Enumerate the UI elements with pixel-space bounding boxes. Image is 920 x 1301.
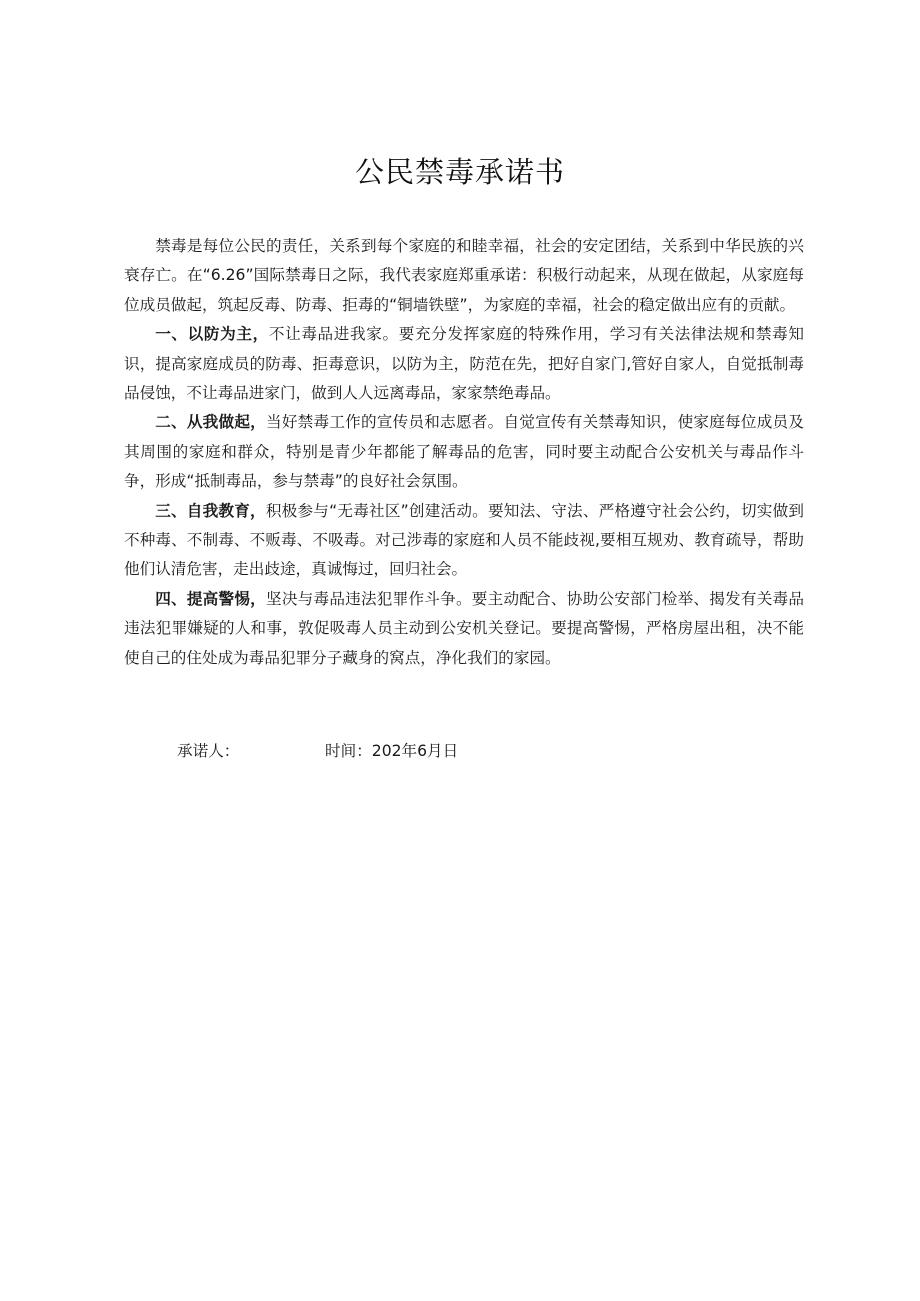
section-text-3: 积极参与“无毒社区”创建活动。要知法、守法、严格遵守社会公约，切实做到不种毒、不制毒、不贩毒、不吸毒。对己涉毒的家庭和人员不能歧视,要相互规劝、教育疏导，帮助他们认清危害，走出歧途，真诚悔过，回归社会。 bbox=[124, 501, 804, 579]
intro-paragraph: 禁毒是每位公民的责任，关系到每个家庭的和睦幸福，社会的安定团结，关系到中华民族的兴衰存亡。在“6.26”国际禁毒日之际，我代表家庭郑重承诺：积极行动起来，从现在做起，从家庭每位成员做起，筑起反毒、防毒、拒毒的“铜墙铁壁”，为家庭的幸福，社会的稳定做出应有的贡献。 bbox=[124, 237, 804, 314]
document-title: 公民禁毒承诺书 bbox=[354, 155, 565, 189]
section-text-2: 当好禁毒工作的宣传员和志愿者。自觉宣传有关禁毒知识，使家庭每位成员及其周围的家庭和群众，特别是青少年都能了解毒品的危害，同时要主动配合公安机关与毒品作斗争，形成“抵制毒品，参与禁毒”的良好社会氛围。 bbox=[124, 413, 804, 491]
section-heading-3: 三、自我教育， bbox=[155, 501, 266, 520]
section-heading-4: 四、提高警惕， bbox=[155, 589, 266, 608]
signer-label: 承诺人： bbox=[177, 742, 240, 760]
section-text-1: 不让毒品进我家。要充分发挥家庭的特殊作用，学习有关法律法规和禁毒知识，提高家庭成员的防毒、拒毒意识，以防为主，防范在先，把好自家门,管好自家人，自觉抵制毒品侵蚀，不让毒品进家门，做到人人远离毒品，家家禁绝毒品。 bbox=[124, 325, 804, 403]
section-heading-2: 二、从我做起， bbox=[155, 413, 266, 432]
section-paragraph-3 bbox=[124, 497, 804, 585]
section-paragraph-2 bbox=[124, 408, 804, 496]
section-paragraph-1 bbox=[124, 320, 804, 408]
section-heading-1: 一、以防为主， bbox=[155, 325, 269, 344]
date-label: 时间：202年6月日 bbox=[325, 742, 459, 760]
section-text-4: 坚决与毒品违法犯罪作斗争。要主动配合、协助公安部门检举、揭发有关毒品违法犯罪嫌疑的人和事，敦促吸毒人员主动到公安机关登记。要提高警惕，严格房屋出租，决不能使自己的住处成为毒品犯罪分子藏身的窝点，净化我们的家园。 bbox=[124, 589, 804, 667]
document-body bbox=[124, 232, 804, 673]
section-paragraph-4 bbox=[124, 585, 804, 673]
